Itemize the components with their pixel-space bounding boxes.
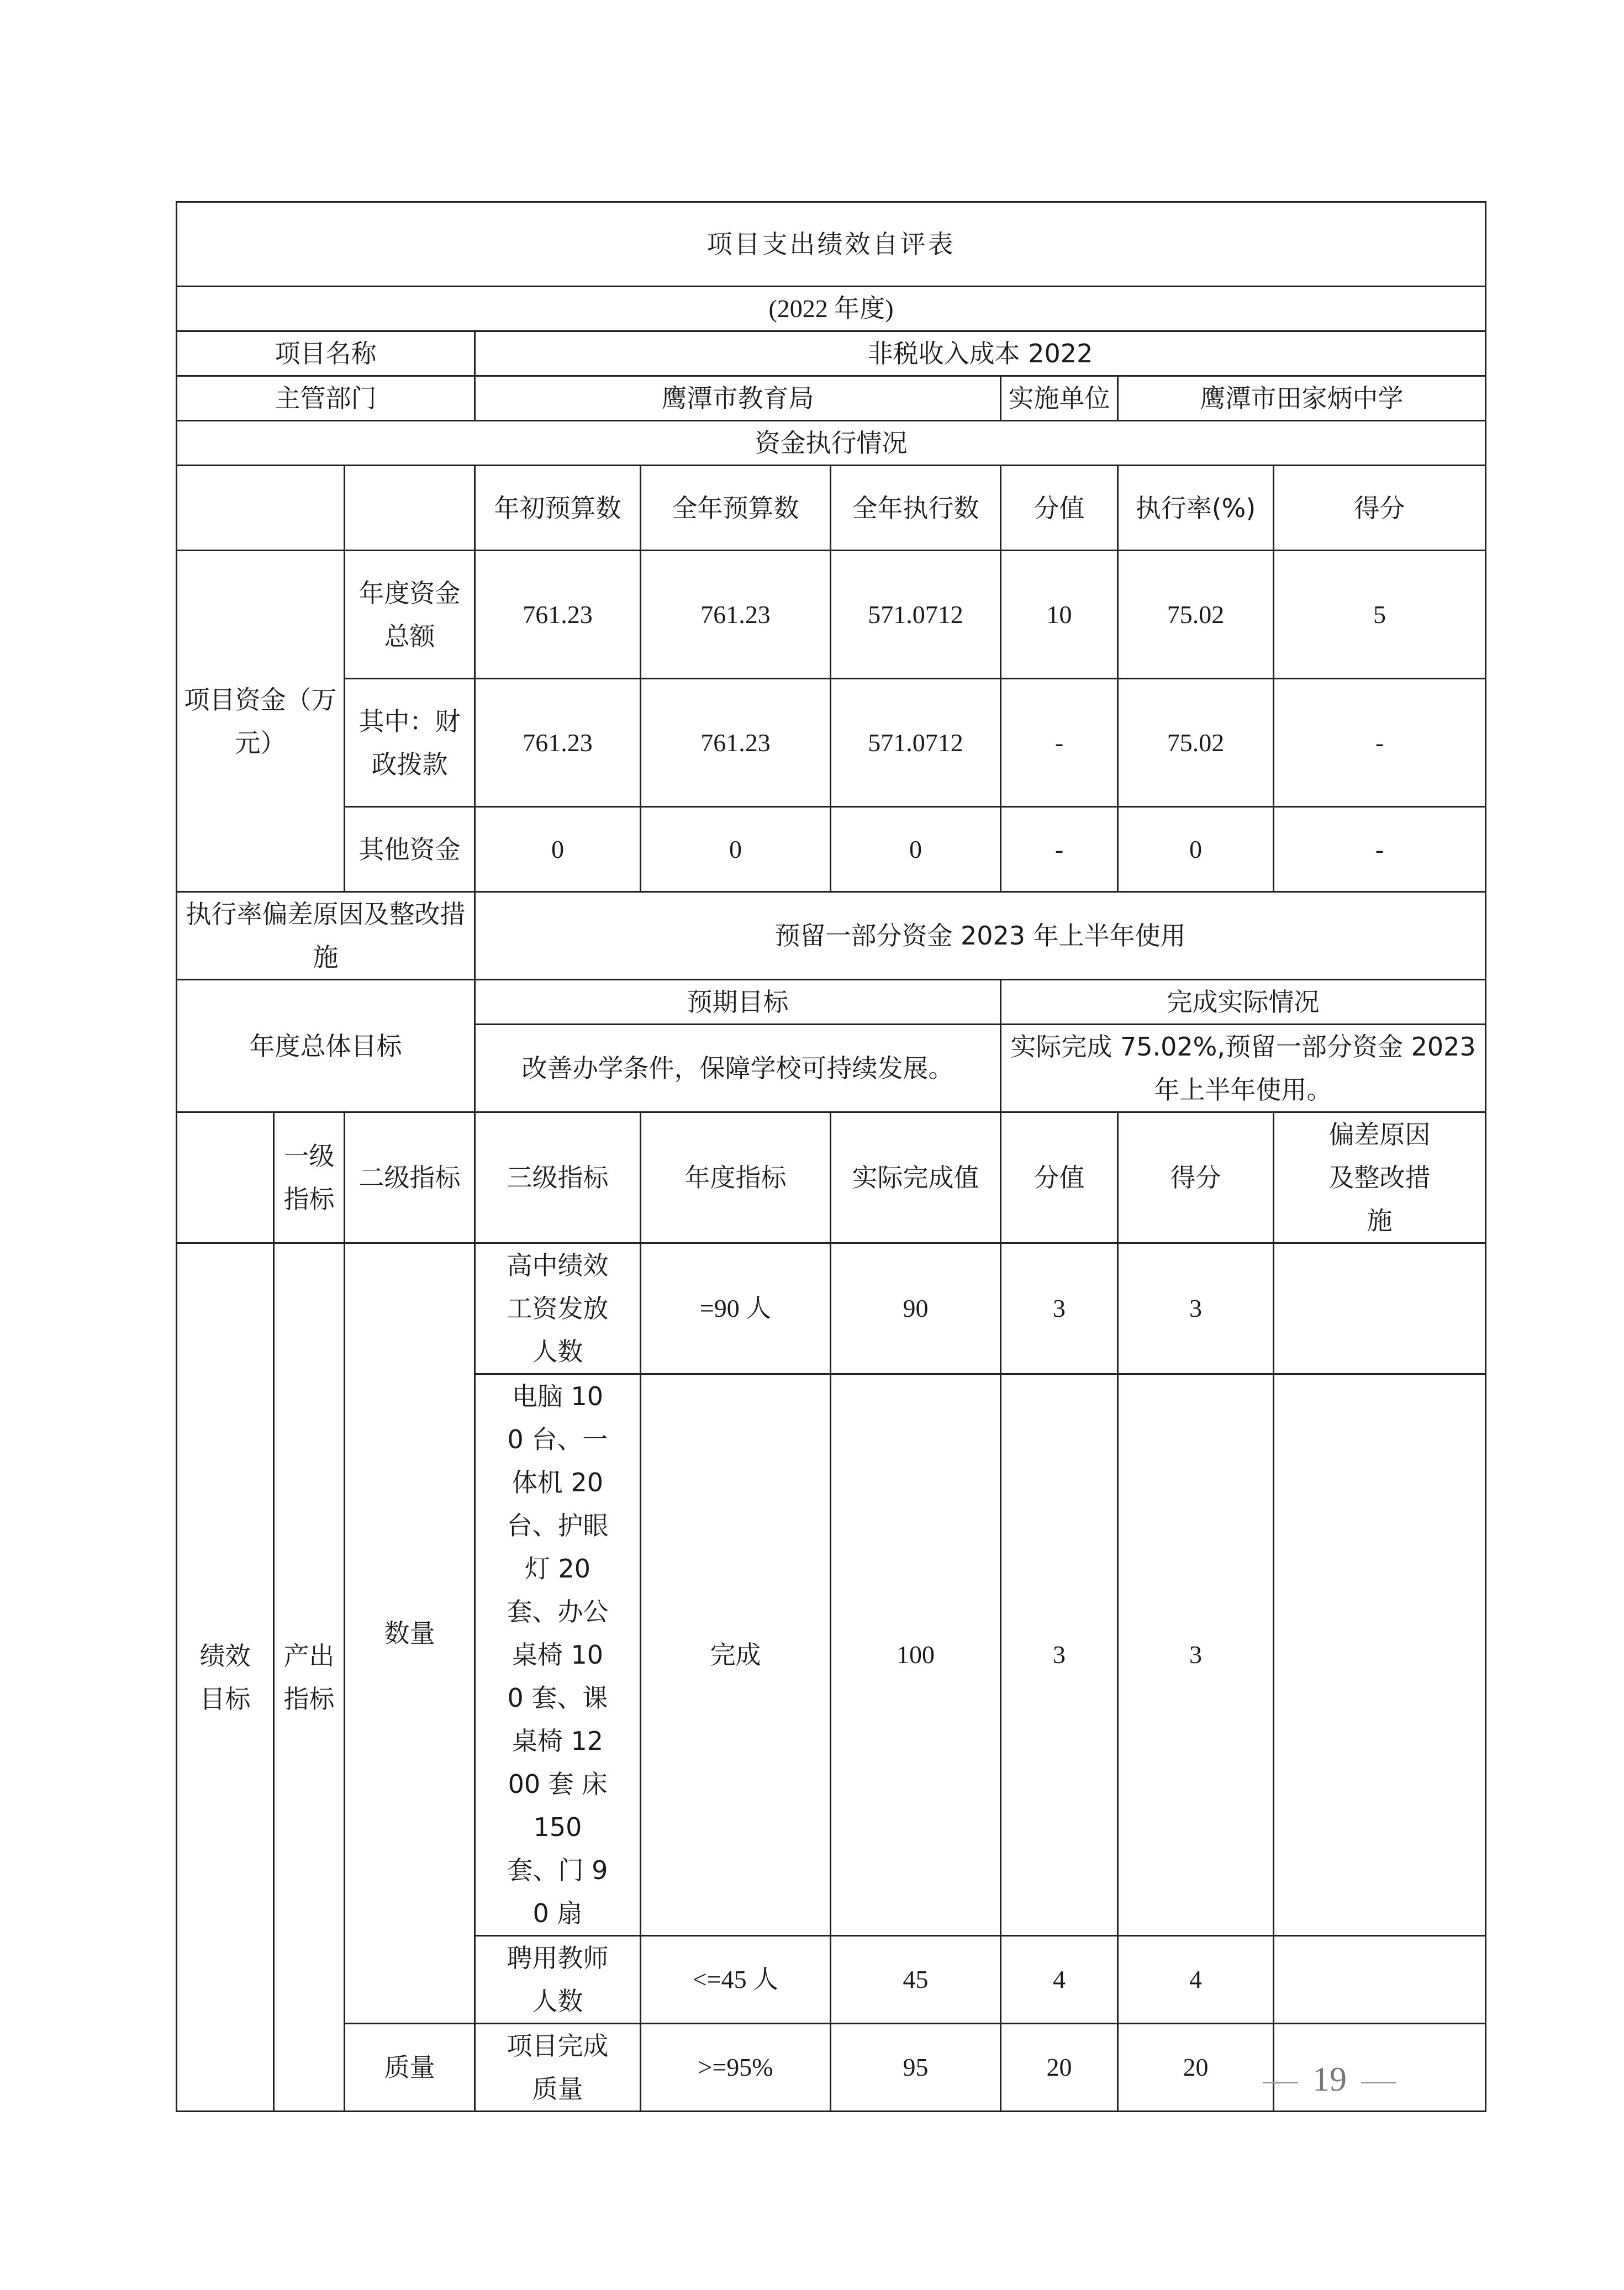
project-name-label: 项目名称 [177, 331, 475, 376]
quality-label: 质量 [345, 2024, 475, 2112]
funds-section-title: 资金执行情况 [177, 421, 1486, 466]
indicator-score-value: 3 [1001, 1374, 1118, 1936]
funds-cell: 761.23 [475, 551, 641, 679]
deviation-text: 预留一部分资金 2023 年上半年使用 [475, 892, 1486, 980]
indicator-level3: 电脑 100 台、一体机 20 台、护眼灯 20 套、办公桌椅 100 套、课桌椅 1200 套 床 150 套、门 90 扇 [475, 1374, 641, 1936]
funds-cell: - [1001, 679, 1118, 807]
funds-cell: - [1274, 807, 1486, 892]
actual-status-text: 实际完成 75.02%,预留一部分资金 2023 年上半年使用。 [1001, 1025, 1486, 1112]
funds-cell: 0 [1118, 807, 1274, 892]
indicator-header-score: 得分 [1118, 1112, 1274, 1243]
funds-cell: 0 [475, 807, 641, 892]
funds-header-executed: 全年执行数 [831, 466, 1001, 551]
funds-group-label: 项目资金（万元） [177, 551, 345, 892]
expected-goal-header: 预期目标 [475, 980, 1001, 1025]
unit-label: 实施单位 [1001, 376, 1118, 421]
annual-goal-label: 年度总体目标 [177, 980, 475, 1112]
table-title: 项目支出绩效自评表 [177, 202, 1486, 287]
indicator-header-annual: 年度指标 [641, 1112, 831, 1243]
indicator-score-value: 4 [1001, 1936, 1118, 2024]
funds-header-initial-budget: 年初预算数 [475, 466, 641, 551]
page-number [1248, 2060, 1411, 2099]
funds-header-exec-rate: 执行率(%) [1118, 466, 1274, 551]
funds-cell: 761.23 [641, 551, 831, 679]
project-name: 非税收入成本 2022 [475, 331, 1486, 376]
indicator-score: 20 [1118, 2024, 1274, 2112]
funds-row-label: 其他资金 [345, 807, 475, 892]
indicator-score-value: 20 [1001, 2024, 1118, 2112]
indicator-annual: <=45 人 [641, 1936, 831, 2024]
funds-header-blank [177, 466, 345, 551]
perf-goal-label: 绩效目标 [177, 1243, 274, 2112]
indicator-deviation [1274, 1936, 1486, 2024]
indicator-header-score-value: 分值 [1001, 1112, 1118, 1243]
indicator-header-deviation: 偏差原因及整改措施 [1274, 1112, 1486, 1243]
funds-cell: 0 [831, 807, 1001, 892]
indicator-header-level2: 二级指标 [345, 1112, 475, 1243]
funds-row-label: 其中：财政拨款 [345, 679, 475, 807]
funds-cell: 0 [641, 807, 831, 892]
year-label: (2022 年度) [177, 287, 1486, 331]
funds-cell: 571.0712 [831, 679, 1001, 807]
indicator-score: 4 [1118, 1936, 1274, 2024]
funds-cell: - [1001, 807, 1118, 892]
indicator-deviation [1274, 1374, 1486, 1936]
indicator-header-level1: 一级指标 [274, 1112, 345, 1243]
indicator-header-level3: 三级指标 [475, 1112, 641, 1243]
funds-header-score: 得分 [1274, 466, 1486, 551]
indicator-deviation [1274, 1243, 1486, 1374]
expected-goal-text: 改善办学条件，保障学校可持续发展。 [475, 1025, 1001, 1112]
funds-cell: 75.02 [1118, 679, 1274, 807]
indicator-header-actual: 实际完成值 [831, 1112, 1001, 1243]
unit-value: 鹰潭市田家炳中学 [1118, 376, 1486, 421]
funds-cell: 5 [1274, 551, 1486, 679]
indicator-annual: 完成 [641, 1374, 831, 1936]
funds-row-label: 年度资金总额 [345, 551, 475, 679]
deviation-label: 执行率偏差原因及整改措施 [177, 892, 475, 980]
quantity-label: 数量 [345, 1243, 475, 2024]
dash-left [1263, 2082, 1298, 2083]
performance-table [176, 201, 1486, 2112]
indicator-actual: 90 [831, 1243, 1001, 1374]
funds-cell: 761.23 [475, 679, 641, 807]
funds-header-annual-budget: 全年预算数 [641, 466, 831, 551]
funds-header-blank [345, 466, 475, 551]
dept-label: 主管部门 [177, 376, 475, 421]
output-indicator-label: 产出指标 [274, 1243, 345, 2112]
dept-value: 鹰潭市教育局 [475, 376, 1001, 421]
funds-header-score-value: 分值 [1001, 466, 1118, 551]
indicator-level3: 聘用教师人数 [475, 1936, 641, 2024]
indicator-score: 3 [1118, 1374, 1274, 1936]
indicator-annual: =90 人 [641, 1243, 831, 1374]
indicator-annual: >=95% [641, 2024, 831, 2112]
page-number-value: 19 [1312, 2061, 1347, 2098]
funds-cell: 75.02 [1118, 551, 1274, 679]
funds-cell: 761.23 [641, 679, 831, 807]
indicator-header-blank [177, 1112, 274, 1243]
indicator-actual: 95 [831, 2024, 1001, 2112]
funds-cell: 571.0712 [831, 551, 1001, 679]
dash-right [1361, 2082, 1396, 2083]
indicator-level3: 项目完成质量 [475, 2024, 641, 2112]
indicator-score: 3 [1118, 1243, 1274, 1374]
funds-cell: 10 [1001, 551, 1118, 679]
actual-status-header: 完成实际情况 [1001, 980, 1486, 1025]
funds-cell: - [1274, 679, 1486, 807]
indicator-actual: 45 [831, 1936, 1001, 2024]
indicator-level3: 高中绩效工资发放人数 [475, 1243, 641, 1374]
indicator-score-value: 3 [1001, 1243, 1118, 1374]
indicator-actual: 100 [831, 1374, 1001, 1936]
